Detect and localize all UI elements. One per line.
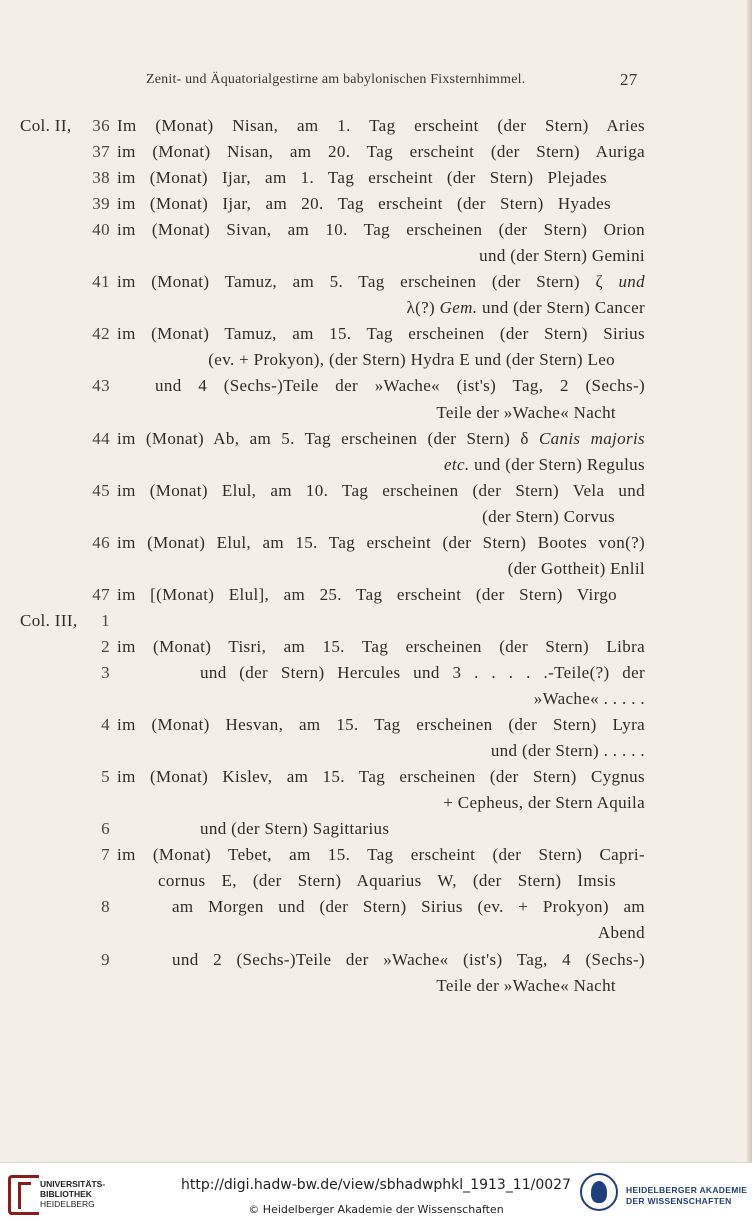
library-name-line: UNIVERSITÄTS- <box>40 1179 106 1189</box>
line-text-segment: λ(?) <box>406 298 440 318</box>
line-text: Teile der »Wache« Nacht <box>436 975 616 995</box>
line-text <box>117 429 645 449</box>
text-line <box>0 946 752 972</box>
line-text: im (Monat) Elul, am 15. Tag erscheint (der Stern) Bootes von(?) <box>117 532 645 552</box>
academy-seal-icon <box>580 1173 618 1211</box>
academy-logo <box>580 1173 750 1217</box>
text-line <box>0 867 752 893</box>
line-text-segment: und (der Stern) Regulus <box>469 454 645 474</box>
line-text: und (der Stern) Hercules und 3 . . . . .-Teile(?) der <box>200 662 645 682</box>
text-line <box>0 972 752 998</box>
line-text: und 2 (Sechs-)Teile der »Wache« (ist's) Tag, 4 (Sechs-) <box>172 949 645 969</box>
line-number: 2 <box>101 636 110 656</box>
line-number: 9 <box>101 949 110 969</box>
text-line <box>0 268 752 294</box>
line-number: 6 <box>101 819 110 839</box>
text-line <box>0 555 752 581</box>
text-line <box>0 503 752 529</box>
line-text: im (Monat) Nisan, am 20. Tag erscheint (der Stern) Auriga <box>117 142 645 162</box>
line-text <box>407 298 645 318</box>
digitization-footer <box>0 1162 752 1223</box>
line-number: 45 <box>92 480 110 500</box>
text-line <box>0 477 752 503</box>
text-line <box>0 607 752 633</box>
line-number: 4 <box>101 715 110 735</box>
line-number: 44 <box>92 428 110 448</box>
page-number: 27 <box>620 70 638 89</box>
text-line <box>0 164 752 190</box>
line-text <box>444 455 645 475</box>
text-line <box>0 190 752 216</box>
line-text-segment: im (Monat) Tamuz, am 5. Tag erscheinen (der Stern) ζ <box>117 272 619 292</box>
line-number: 8 <box>101 897 110 917</box>
text-line <box>0 112 752 138</box>
text-line <box>0 685 752 711</box>
line-text-italic: Gem. <box>439 298 478 318</box>
column-label: Col. II, <box>20 116 72 135</box>
text-line <box>0 346 752 372</box>
text-line <box>0 138 752 164</box>
line-text: im (Monat) Sivan, am 10. Tag erscheinen (der Stern) Orion <box>117 220 645 240</box>
line-text: im (Monat) Tisri, am 15. Tag erscheinen (der Stern) Libra <box>117 636 645 656</box>
text-line <box>0 711 752 737</box>
line-text: Abend <box>597 923 645 943</box>
line-text-italic: etc. <box>443 454 470 474</box>
line-text-italic: und <box>618 272 645 292</box>
line-text <box>117 272 645 292</box>
line-number: 36 <box>92 116 110 135</box>
line-text: und (der Stern) Gemini <box>479 246 645 266</box>
line-number: 46 <box>92 532 110 552</box>
text-line <box>0 294 752 320</box>
academy-name-line: DER WISSENSCHAFTEN <box>626 1196 732 1206</box>
text-line <box>0 789 752 815</box>
line-number: 5 <box>101 767 110 787</box>
line-text-segment: Im (Monat) Nisan, am 1. Tag erscheint (der Stern) Aries <box>117 116 645 135</box>
line-text: Teile der »Wache« Nacht <box>436 402 616 422</box>
text-line <box>0 893 752 919</box>
text-line <box>0 399 752 425</box>
text-line <box>0 659 752 685</box>
academy-name-line: HEIDELBERGER AKADEMIE <box>626 1185 748 1195</box>
line-text <box>117 116 645 136</box>
line-text: cornus E, (der Stern) Aquarius W, (der Stern) Imsis <box>158 871 616 891</box>
text-line <box>0 451 752 477</box>
line-text: + Cepheus, der Stern Aquila <box>443 793 645 813</box>
line-text-segment: im (Monat) Ab, am 5. Tag erscheinen (der Stern) δ <box>117 428 539 448</box>
text-line <box>0 841 752 867</box>
text-line <box>0 633 752 659</box>
line-number: 3 <box>101 662 110 682</box>
library-name-line: BIBLIOTHEK <box>40 1189 92 1199</box>
line-text: im (Monat) Elul, am 10. Tag erscheinen (der Stern) Vela und <box>117 480 645 500</box>
line-number: 42 <box>92 324 110 344</box>
line-number: 38 <box>92 168 110 188</box>
line-text: im (Monat) Ijar, am 1. Tag erscheint (der Stern) Plejades <box>117 168 607 188</box>
line-text-segment: und (der Stern) Cancer <box>477 298 645 318</box>
text-line <box>0 763 752 789</box>
line-text-italic: Canis majoris <box>538 428 645 448</box>
text-line <box>0 919 752 945</box>
line-number: 47 <box>92 584 110 604</box>
line-text: im (Monat) Kislev, am 15. Tag erscheinen (der Stern) Cygnus <box>117 767 645 787</box>
line-number: 40 <box>92 220 110 240</box>
line-text: (ev. + Prokyon), (der Stern) Hydra E und (der Stern) Leo <box>208 350 615 370</box>
academy-logo-text <box>626 1185 747 1207</box>
line-text: im (Monat) Tamuz, am 15. Tag erscheinen (der Stern) Sirius <box>117 324 645 344</box>
line-number: 1 <box>101 610 110 630</box>
text-line <box>0 216 752 242</box>
library-name-line: HEIDELBERG <box>40 1199 95 1209</box>
text-line <box>0 425 752 451</box>
column-label: Col. III, <box>20 610 78 630</box>
line-number: 7 <box>101 845 110 865</box>
copyright-notice: © Heidelberger Akademie der Wissenschaften <box>248 1203 504 1216</box>
text-line <box>0 815 752 841</box>
line-number: 37 <box>92 142 110 162</box>
line-text: und (der Stern) . . . . . <box>490 741 645 761</box>
line-text: (der Gottheit) Enlil <box>507 558 645 578</box>
line-number: 43 <box>92 376 110 396</box>
line-text: »Wache« . . . . . <box>533 689 645 709</box>
line-text: im (Monat) Tebet, am 15. Tag erscheint (der Stern) Capri- <box>117 845 645 865</box>
text-line <box>0 320 752 346</box>
permalink-url[interactable]: http://digi.hadw-bw.de/view/sbhadwphkl_1913_11/0027 <box>181 1177 571 1193</box>
line-number: 41 <box>92 272 110 292</box>
line-text: im (Monat) Hesvan, am 15. Tag erscheinen (der Stern) Lyra <box>117 715 645 735</box>
line-text: und (der Stern) Sagittarius <box>200 819 390 839</box>
running-header <box>0 72 752 92</box>
line-text: (der Stern) Corvus <box>482 506 615 526</box>
running-title: Zenit- und Äquatorialgestirne am babylonischen Fixsternhimmel. <box>146 72 526 87</box>
line-text: und 4 (Sechs-)Teile der »Wache« (ist's) Tag, 2 (Sechs-) <box>155 376 645 396</box>
text-line <box>0 581 752 607</box>
text-block <box>0 112 752 998</box>
line-text: am Morgen und (der Stern) Sirius (ev. + Prokyon) am <box>172 897 645 917</box>
line-text: im (Monat) Ijar, am 20. Tag erscheint (der Stern) Hyades <box>117 194 611 214</box>
line-number: 39 <box>92 194 110 214</box>
text-line <box>0 737 752 763</box>
line-text: im [(Monat) Elul], am 25. Tag erscheint (der Stern) Virgo <box>117 584 617 604</box>
text-line <box>0 242 752 268</box>
text-line <box>0 529 752 555</box>
text-line <box>0 372 752 398</box>
